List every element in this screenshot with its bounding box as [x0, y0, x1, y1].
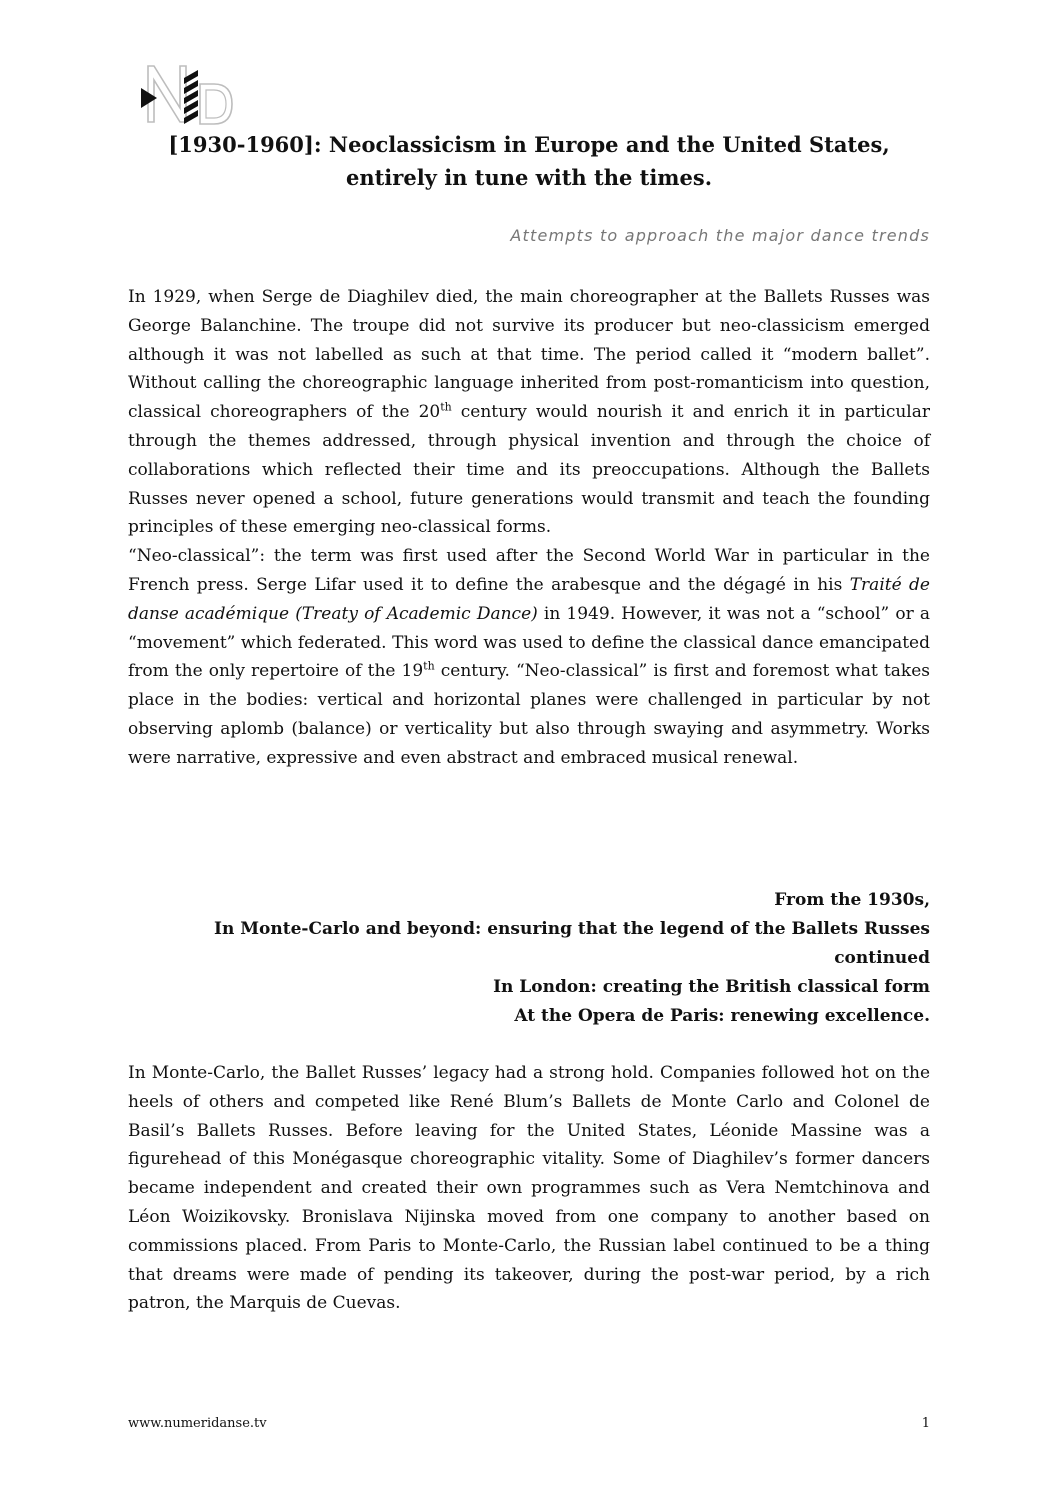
title-line-2: entirely in tune with the times.	[345, 165, 713, 190]
document-title	[128, 128, 930, 194]
superscript-th: th	[440, 400, 452, 414]
paragraph-modern-ballet	[128, 283, 930, 542]
section-heading-line-2: In Monte-Carlo and beyond: ensuring that the legend of the Ballets Russes continued	[214, 919, 930, 968]
nd-logo	[140, 64, 236, 126]
paragraph-2-text-b: in 1949. However, it was not a “school” or a “movement” which federated. This word was used to define the classical dance emancipated from the only repertoire of the 19	[128, 603, 930, 682]
paragraph-monte-carlo: In Monte-Carlo, the Ballet Russes’ legacy had a strong hold. Companies followed hot on the heels of others and competed like René Blum’s Ballets de Monte Carlo and Colonel de Basil’s Ballets Russes. Before leaving for the United States, Léonide Massine was a figurehead of this Monégasque choreographic vitality. Some of Diaghilev’s former dancers became independent and created their own programmes such as Vera Nemtchinova and Léon Woizikovsky. Bronislava Nijinska moved from one company to another based on commissions placed. From Paris to Monte-Carlo, the Russian label continued to be a thing that dreams were made of pending its takeover, during the post-war period, by a rich patron, the Marquis de Cuevas.	[128, 1063, 930, 1314]
section-heading-line-1: From the 1930s,	[774, 890, 930, 910]
intro-text-block	[128, 283, 930, 773]
section-heading-line-3: In London: creating the British classical form	[493, 977, 930, 997]
book-title: Traité de danse académique (Treaty of Academic Dance)	[128, 574, 930, 624]
section-heading-line-4: At the Opera de Paris: renewing excellence.	[514, 1006, 930, 1026]
page-number: 1	[921, 1416, 930, 1431]
paragraph-1-text-a: In 1929, when Serge de Diaghilev died, the main choreographer at the Ballets Russes was George Balanchine. The troupe did not survive its producer but neo-classicism emerged although it was not labelled as such at that time. The period called it “modern ballet”. Without calling the choreographic language inherited from post-romanticism into question, classical choreographers of the 20	[128, 287, 930, 423]
document-subtitle: Attempts to approach the major dance trends	[510, 226, 930, 245]
paragraph-2-text-c: century. “Neo-classical” is first and foremost what takes place in the bodies: vertical and horizontal planes were challenged in particular by not observing aplomb (balance) or verticality but also through swaying and asymmetry. Works were narrative, expressive and even abstract and embraced musical renewal.	[128, 661, 930, 768]
title-line-1: [1930-1960]: Neoclassicism in Europe and the United States,	[168, 132, 890, 157]
paragraph-neo-classical-term	[128, 542, 930, 772]
section-heading	[128, 886, 930, 1031]
superscript-th: th	[423, 659, 435, 673]
footer-website-link[interactable]: www.numeridanse.tv	[128, 1416, 267, 1431]
paragraph-2-text-a: “Neo-classical”: the term was first used after the Second World War in particular in the French press. Serge Lifar used it to define the arabesque and the dégagé in his	[128, 546, 930, 595]
paragraph-1-text-b: century would nourish it and enrich it in particular through the themes addressed, through physical invention and through the choice of collaborations which reflected their time and its preoccupations. Although the Ballets Russes never opened a school, future generations would transmit and teach the founding principles of these emerging neo-classical forms.	[128, 402, 930, 538]
monte-carlo-text-block	[128, 1059, 930, 1318]
